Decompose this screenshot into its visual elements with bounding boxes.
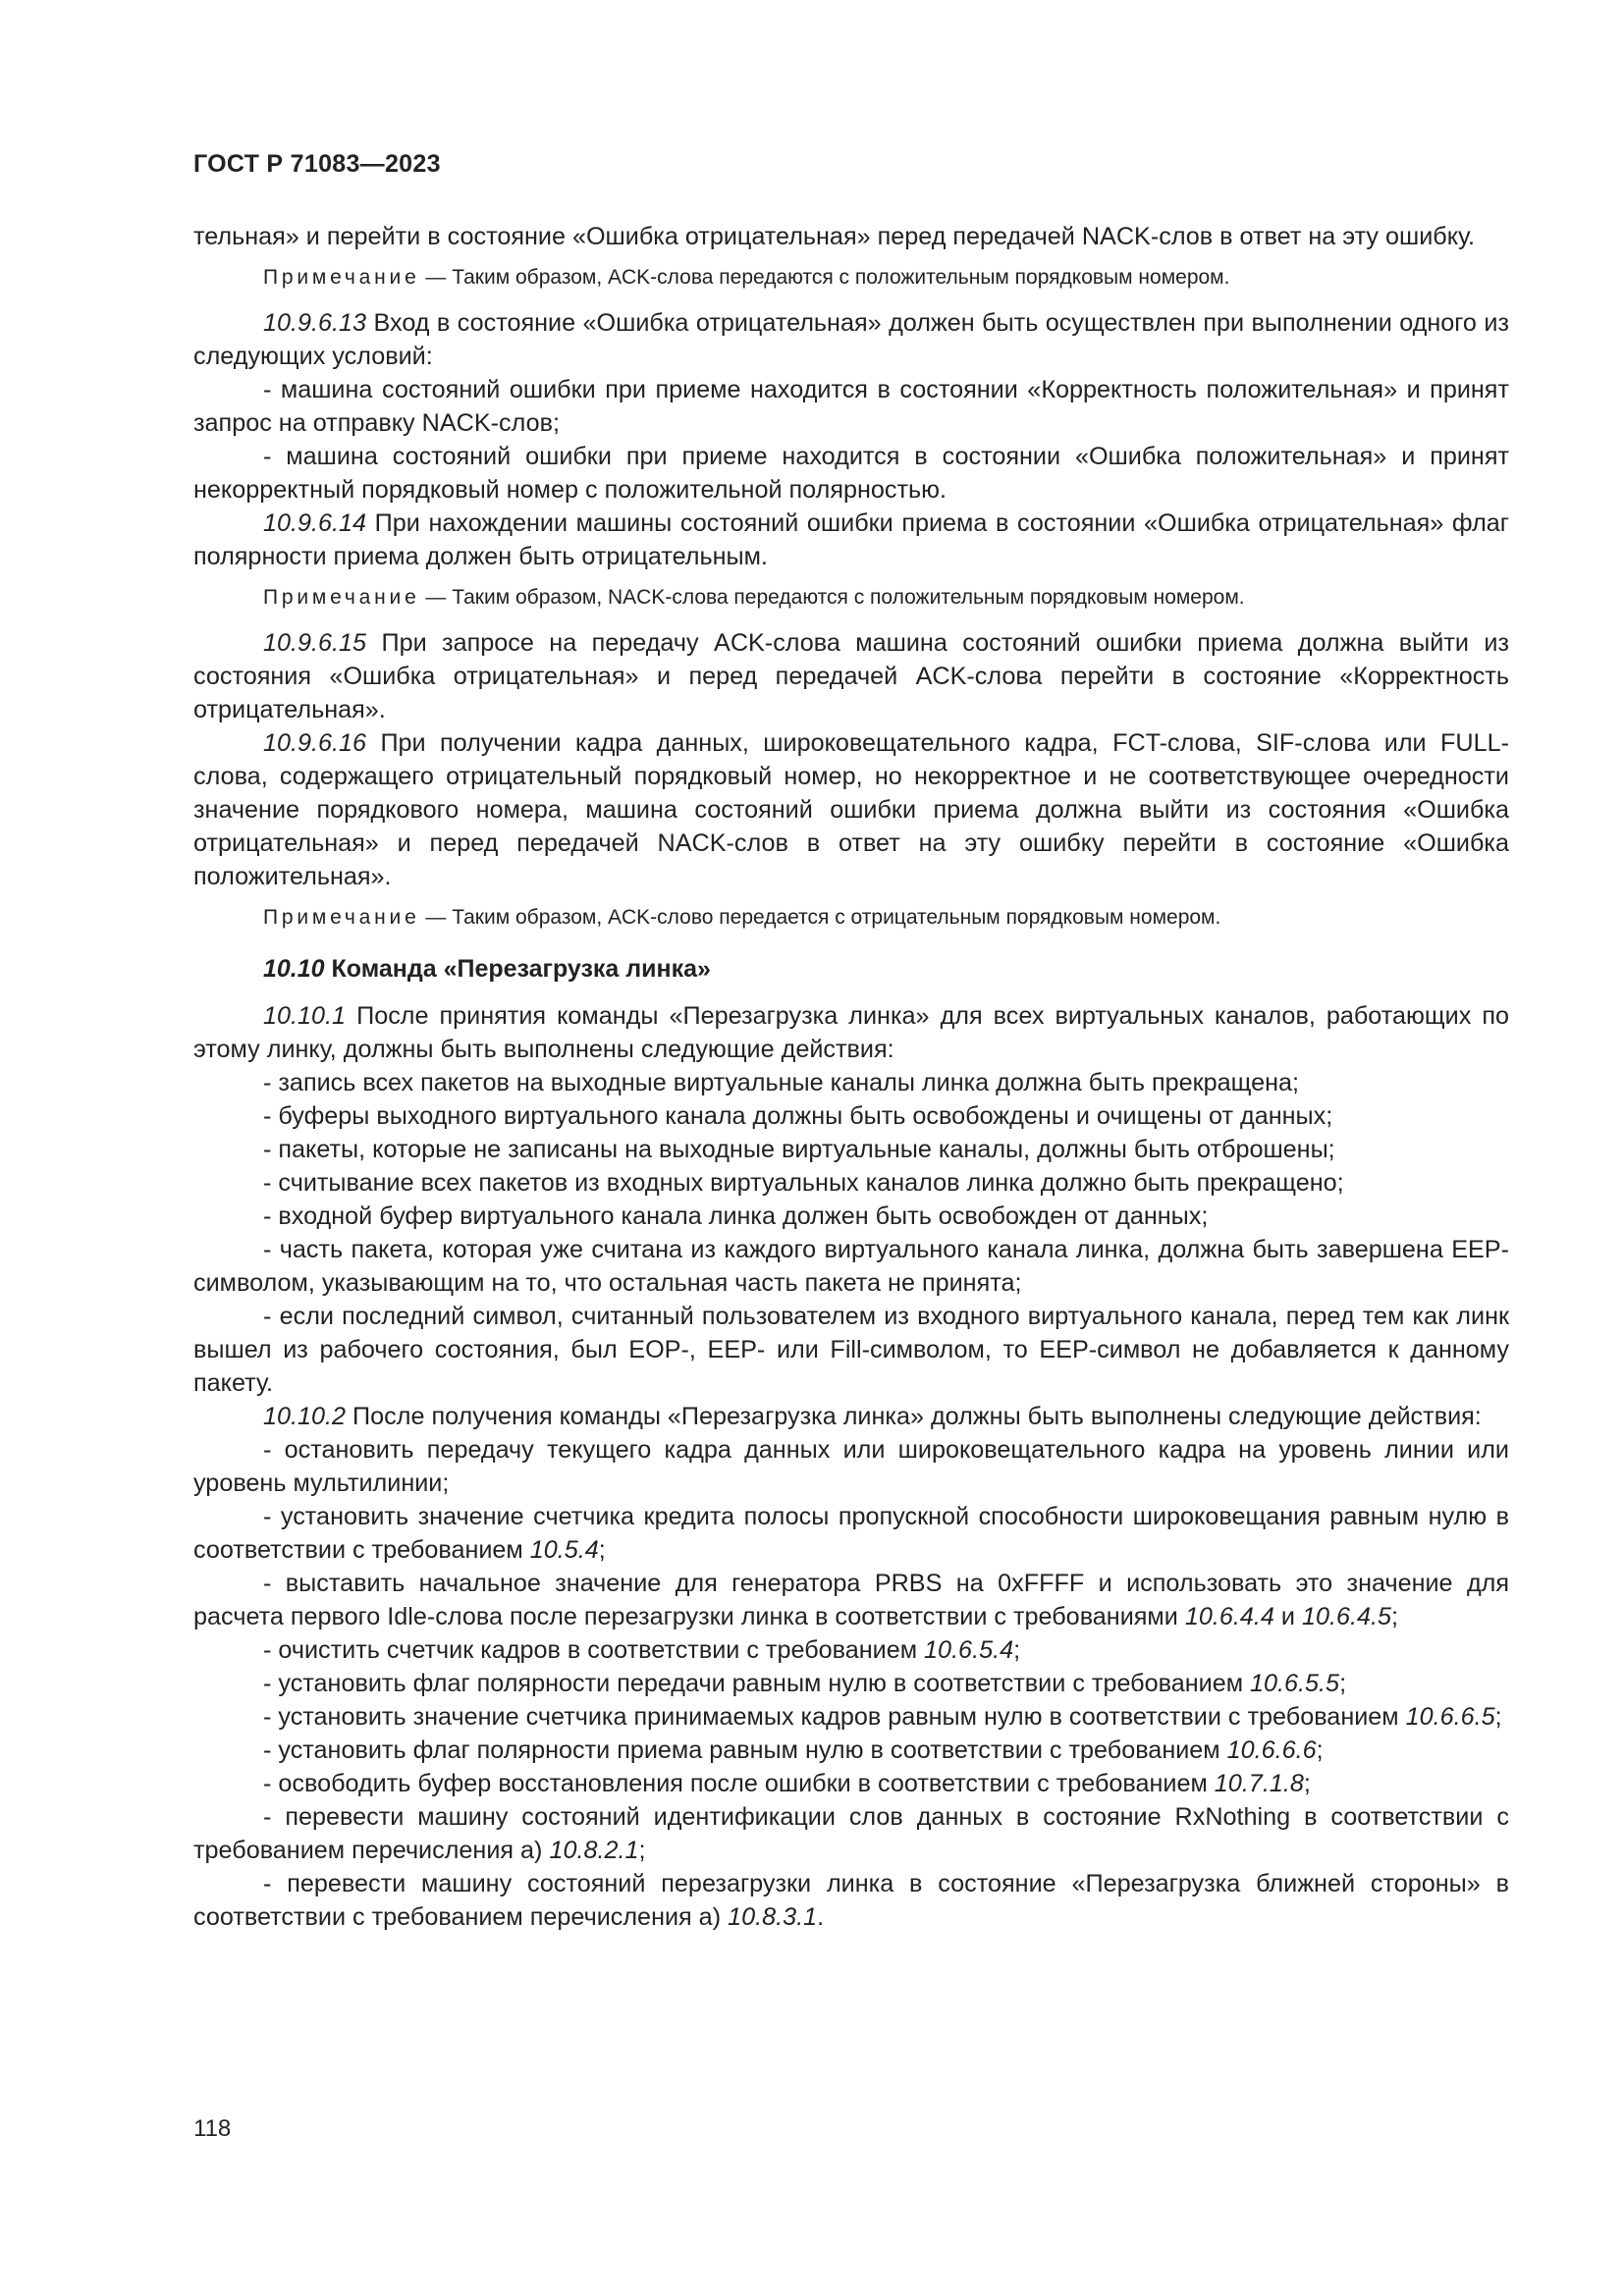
punctuation: ; [1494,1703,1502,1731]
clause-10-10-1 [193,999,1509,1066]
list-item [193,1667,1509,1700]
clause-number: 10.10.2 [263,1403,347,1430]
list-item [193,1567,1509,1633]
clause-text: При нахождении машины состояний ошибки приема в состоянии «Ошибка отрицательная» флаг полярности приема должен быть отрицательным. [193,509,1509,570]
requirement-ref: 10.6.6.6 [1226,1736,1317,1764]
clause-text: После принятия команды «Перезагрузка линка» для всех виртуальных каналов, работающих по этому линку, должны быть выполнены следующие действия: [193,1002,1509,1063]
clause-number: 10.10.1 [263,1002,347,1030]
requirement-ref: 10.6.4.4 [1184,1603,1274,1630]
requirement-ref: 10.7.1.8 [1214,1770,1304,1797]
list-item [193,1800,1509,1867]
clause-text: Вход в состояние «Ошибка отрицательная» должен быть осуществлен при выполнении одного из следующих условий: [193,309,1509,370]
punctuation: . [817,1903,825,1931]
list-item: - машина состояний ошибки при приеме находится в состоянии «Корректность положительная» и принят запрос на отправку NACK-слов; [193,376,1509,437]
list-item-text: - установить значение счетчика принимаемых кадров равным нулю в соответствии с требованием [263,1703,1406,1731]
note-label: Примечание [263,906,420,929]
note-text: — Таким образом, NACK-слова передаются с положительным порядковым номером. [419,586,1245,609]
punctuation: ; [598,1536,606,1564]
document-body [193,220,1509,1934]
punctuation: ; [1316,1736,1324,1764]
list-item: - считывание всех пакетов из входных виртуальных каналов линка должно быть прекращено; [263,1169,1344,1197]
punctuation: ; [1339,1670,1347,1697]
list-item: - машина состояний ошибки при приеме находится в состоянии «Ошибка положительная» и принят некорректный порядковый номер с положительной полярностью. [193,443,1509,504]
note-label: Примечание [263,266,420,289]
clause-number: 10.9.6.15 [263,629,367,657]
note-text: — Таким образом, ACK-слова передаются с положительным порядковым номером. [419,266,1230,289]
list-item-text: - выставить начальное значение для генератора PRBS на 0xFFFF и использовать это значение для расчета первого Idle-слова после перезагрузки линка в соответствии с требованиями [193,1570,1509,1630]
list-item [193,1700,1509,1734]
list-item [193,1734,1509,1767]
clause-number: 10.9.6.16 [263,729,367,757]
clause-10-9-6-14 [193,507,1509,573]
note-1 [193,263,1509,293]
note-3 [193,903,1509,933]
clause-10-10-2 [193,1400,1509,1433]
paragraph-continuation: тельная» и перейти в состояние «Ошибка отрицательная» перед передачей NACK-слов в ответ на эту ошибку. [193,223,1476,250]
requirement-ref: 10.8.2.1 [549,1837,639,1864]
punctuation: ; [1013,1636,1021,1664]
clause-10-9-6-13 [193,306,1509,373]
section-heading-10-10 [263,952,1509,986]
list-item-text: - очистить счетчик кадров в соответствии с требованием [263,1636,925,1664]
requirement-ref: 10.5.4 [529,1536,599,1564]
list-item: - запись всех пакетов на выходные виртуальные каналы линка должна быть прекращена; [263,1069,1300,1096]
list-item: - пакеты, которые не записаны на выходные виртуальные каналы, должны быть отброшены; [263,1136,1335,1163]
list-item-text: - освободить буфер восстановления после ошибки в соответствии с требованием [263,1770,1215,1797]
clause-number: 10.9.6.13 [263,309,367,337]
list-item [193,1867,1509,1934]
list-item: - остановить передачу текущего кадра данных или широковещательного кадра на уровень линии или уровень мультилинии; [193,1436,1509,1497]
punctuation: ; [1390,1603,1398,1630]
list-item: - буферы выходного виртуального канала должны быть освобождены и очищены от данных; [263,1102,1333,1130]
requirement-ref: 10.6.5.5 [1250,1670,1340,1697]
list-item [193,1633,1509,1667]
list-item: - если последний символ, считанный пользователем из входного виртуального канала, перед тем как линк вышел из рабочего состояния, был EOP-, EEP- или Fill-символом, то EEP-символ не добавляется к данному пакету. [193,1303,1509,1397]
punctuation: ; [1303,1770,1311,1797]
requirement-ref: 10.8.3.1 [728,1903,818,1931]
clause-text: После получения команды «Перезагрузка линка» должны быть выполнены следующие действия: [346,1403,1482,1430]
requirement-ref: 10.6.5.4 [924,1636,1014,1664]
clause-number: 10.9.6.14 [263,509,367,537]
list-item-text: - перевести машину состояний перезагрузки линка в состояние «Перезагрузка ближней стороны» в соответствии с требованием перечисления а) [193,1870,1509,1931]
note-2 [193,583,1509,613]
list-item-text: - установить значение счетчика кредита полосы пропускной способности широковещания равным нулю в соответствии с требованием [193,1503,1509,1564]
clause-10-9-6-15 [193,626,1509,726]
section-title: Команда «Перезагрузка линка» [324,955,711,983]
list-item-text: - установить флаг полярности передачи равным нулю в соответствии с требованием [263,1670,1251,1697]
page-number: 118 [193,2115,232,2142]
list-item: - часть пакета, которая уже считана из каждого виртуального канала линка, должна быть завершена EEP-символом, указывающим на то, что остальная часть пакета не принята; [193,1236,1509,1297]
list-item [193,1767,1509,1800]
requirement-ref: 10.6.4.5 [1301,1603,1391,1630]
section-number: 10.10 [263,955,325,983]
clause-text: При получении кадра данных, широковещательного кадра, FCT-слова, SIF-слова или FULL-слова, содержащего отрицательный порядковый номер, но некорректное и не соответствующее очередности значение порядкового номера, машина состояний ошибки приема должна выйти из состояния «Ошибка отрицательная» и перед передачей NACK-слов в ответ на эту ошибку перейти в состояние «Ошибка положительная». [193,729,1509,890]
requirement-ref: 10.6.6.5 [1405,1703,1495,1731]
list-item: - входной буфер виртуального канала линка должен быть освобожден от данных; [263,1202,1209,1230]
list-item-text: - перевести машину состояний идентификации слов данных в состояние RxNothing в соответствии с требованием перечисления а) [193,1803,1509,1864]
document-header: ГОСТ Р 71083—2023 [193,150,441,178]
list-item [193,1500,1509,1567]
clause-text: При запросе на передачу ACK-слова машина состояний ошибки приема должна выйти из состояния «Ошибка отрицательная» и перед передачей ACK-слова перейти в состояние «Корректность отрицательная». [193,629,1509,723]
list-item-text: - установить флаг полярности приема равным нулю в соответствии с требованием [263,1736,1227,1764]
punctuation: ; [638,1837,646,1864]
note-label: Примечание [263,586,420,609]
list-item-text: и [1273,1603,1302,1630]
note-text: — Таким образом, ACK-слово передается с отрицательным порядковым номером. [419,906,1221,929]
clause-10-9-6-16 [193,726,1509,893]
